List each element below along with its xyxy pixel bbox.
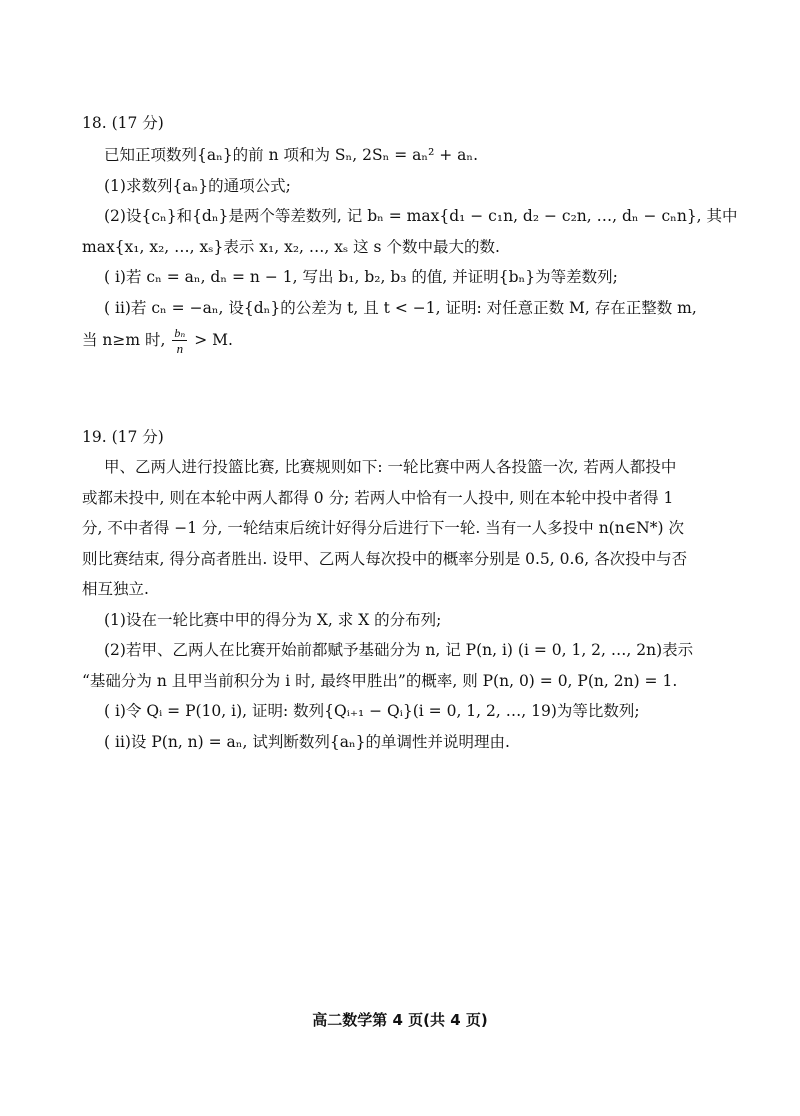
q18-sub-ii-line2 bbox=[82, 326, 233, 356]
fraction-denominator: n bbox=[176, 341, 184, 356]
q19-stem-line4: 则比赛结束, 得分高者胜出. 设甲、乙两人每次投中的概率分别是 0.5, 0.6, 各次投中与否 bbox=[82, 550, 688, 568]
q19-stem-line1: 甲、乙两人进行投篮比赛, 比赛规则如下: 一轮比赛中两人各投篮一次, 若两人都投中 bbox=[104, 458, 677, 476]
q18-stem: 已知正项数列{aₙ}的前 n 项和为 Sₙ, 2Sₙ = aₙ² + aₙ. bbox=[104, 146, 479, 164]
q18-sub-ii-prefix: 当 n≥m 时, bbox=[82, 331, 166, 349]
q19-stem-line3: 分, 不中者得 −1 分, 一轮结束后统计好得分后进行下一轮. 当有一人多投中 n(n∈N*) 次 bbox=[82, 519, 684, 537]
q19-part2-line1: (2)若甲、乙两人在比赛开始前都赋予基础分为 n, 记 P(n, i) (i = 0, 1, 2, …, 2n)表示 bbox=[104, 641, 694, 659]
q18-sub-i: ( ⅰ)若 cₙ = aₙ, dₙ = n − 1, 写出 b₁, b₂, b₃ 的值, 并证明{bₙ}为等差数列; bbox=[104, 268, 618, 286]
q19-stem-line2: 或都未投中, 则在本轮中两人都得 0 分; 若两人中恰有一人投中, 则在本轮中投中者得 1 bbox=[82, 489, 674, 507]
page-footer: 高二数学第 4 页(共 4 页) bbox=[312, 1011, 488, 1029]
fraction-numerator: bₙ bbox=[174, 326, 186, 340]
q18-sub-ii-suffix: > M. bbox=[194, 331, 233, 349]
q18-part1: (1)求数列{aₙ}的通项公式; bbox=[104, 177, 291, 195]
q18-part2-line2: max{x₁, x₂, …, xₛ}表示 x₁, x₂, …, xₛ 这 s 个数中最大的数. bbox=[82, 238, 500, 256]
q18-heading: 18. (17 分) bbox=[82, 114, 164, 132]
q18-part2-line1: (2)设{cₙ}和{dₙ}是两个等差数列, 记 bₙ = max{d₁ − c₁n, d₂ − c₂n, …, dₙ − cₙn}, 其中 bbox=[104, 207, 738, 225]
q19-part2-line2: “基础分为 n 且甲当前积分为 i 时, 最终甲胜出”的概率, 则 P(n, 0) = 0, P(n, 2n) = 1. bbox=[82, 672, 678, 690]
q19-heading: 19. (17 分) bbox=[82, 428, 164, 446]
q19-part1: (1)设在一轮比赛中甲的得分为 X, 求 X 的分布列; bbox=[104, 611, 442, 629]
fraction-bn-over-n bbox=[172, 326, 187, 356]
q19-sub-i: ( ⅰ)令 Qᵢ = P(10, i), 证明: 数列{Qᵢ₊₁ − Qᵢ}(i = 0, 1, 2, …, 19)为等比数列; bbox=[104, 702, 640, 720]
q19-sub-ii: ( ⅱ)设 P(n, n) = aₙ, 试判断数列{aₙ}的单调性并说明理由. bbox=[104, 733, 510, 751]
q18-sub-ii-line1: ( ⅱ)若 cₙ = −aₙ, 设{dₙ}的公差为 t, 且 t < −1, 证明: 对任意正数 M, 存在正整数 m, bbox=[104, 299, 697, 317]
q19-stem-line5: 相互独立. bbox=[82, 580, 149, 598]
